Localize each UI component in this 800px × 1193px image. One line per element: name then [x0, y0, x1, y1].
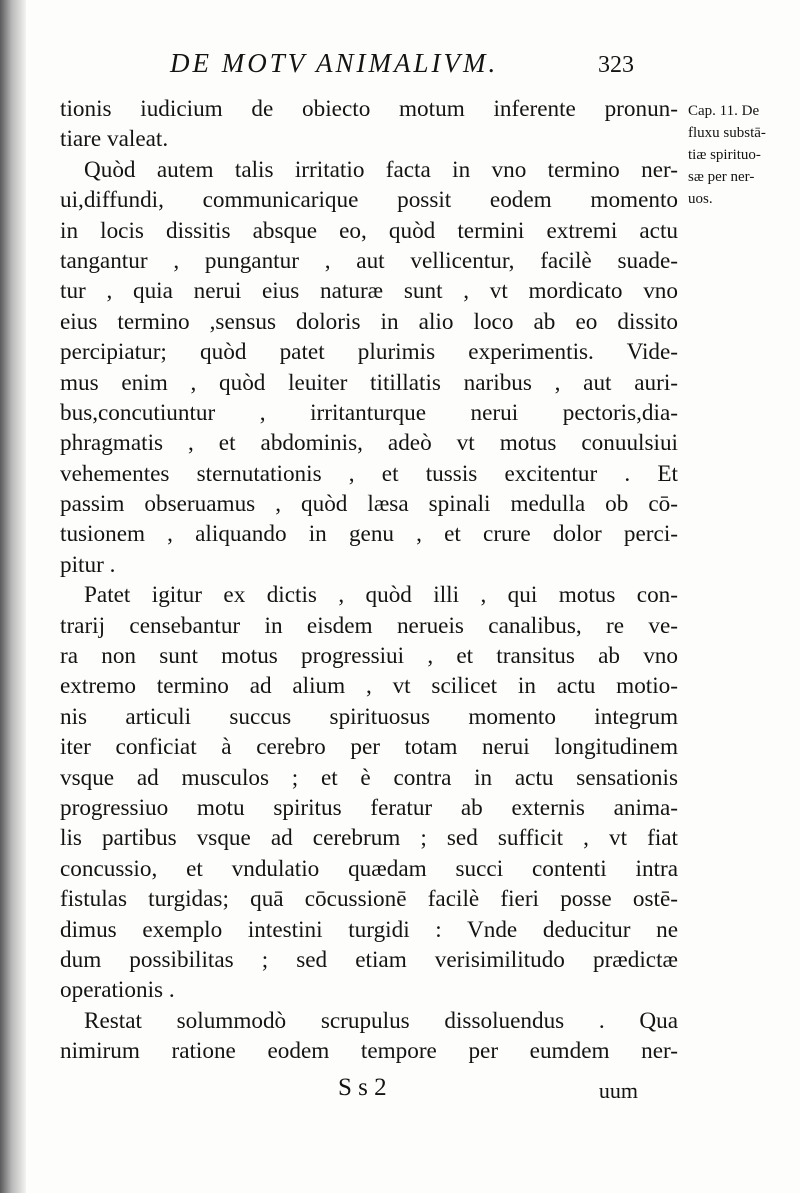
text-line: iter conficiat à cerebro per totam nerui longitudinem: [60, 734, 678, 761]
spine-shadow: [0, 0, 26, 1193]
text-line: Quòd autem talis irritatio facta in vno termino ner-: [84, 156, 678, 183]
text-line: concussio, et vndulatio quædam succi contenti intra: [60, 855, 678, 882]
body-text: [60, 94, 678, 1067]
text-line: ra non sunt motus progressiui , et transitus ab vno: [60, 643, 678, 670]
text-line: eius termino ,sensus doloris in alio loco ab eo dissito: [60, 308, 678, 335]
text-line: in locis dissitis absque eo, quòd termini extremi actu: [60, 217, 678, 244]
text-line: trarij censebantur in eisdem nerueis canalibus, re ve-: [60, 612, 678, 639]
text-line: pitur .: [60, 551, 116, 578]
text-line: phragmatis , et abdominis, adeò vt motus conuulsiui: [60, 430, 678, 457]
text-line: nis articuli succus spirituosus momento integrum: [60, 703, 678, 730]
marginal-note-line: fluxu substā-: [688, 125, 766, 141]
text-line: dum possibilitas ; sed etiam verisimilitudo prædictæ: [60, 946, 678, 973]
text-line: nimirum ratione eodem tempore per eumdem ner-: [60, 1038, 678, 1065]
text-line: passim obseruamus , quòd læsa spinali medulla ob cō-: [60, 491, 678, 518]
text-line: tur , quia nerui eius naturæ sunt , vt mordicato vno: [60, 278, 678, 305]
text-line: tiare valeat.: [60, 126, 169, 153]
text-line: operationis .: [60, 977, 175, 1004]
text-line: vsque ad musculos ; et è contra in actu sensationis: [60, 764, 678, 791]
marginal-note-line: tiæ spirituo-: [688, 147, 761, 163]
running-head: [150, 40, 670, 84]
marginal-note: [688, 100, 796, 210]
text-line: lis partibus vsque ad cerebrum ; sed sufficit , vt fiat: [60, 825, 678, 852]
marginal-note-line: uos.: [688, 191, 713, 207]
text-line: extremo termino ad alium , vt scilicet in actu motio-: [60, 673, 678, 700]
text-line: dimus exemplo intestini turgidi : Vnde deducitur ne: [60, 916, 678, 943]
text-line: Restat solummodò scrupulus dissoluendus . Qua: [84, 1007, 678, 1034]
text-line: progressiuo motu spiritus feratur ab externis anima-: [60, 794, 678, 821]
text-line: mus enim , quòd leuiter titillatis naribus , aut auri-: [60, 369, 678, 396]
text-line: ui,diffundi, communicarique possit eodem momento: [60, 187, 678, 214]
text-line: tangantur , pungantur , aut vellicentur, facilè suade-: [60, 247, 678, 274]
running-title: DE MOTV ANIMALIVM.: [170, 48, 499, 78]
catchword: uum: [598, 1078, 638, 1103]
text-line: bus,concutiuntur , irritanturque nerui pectoris,dia-: [60, 399, 678, 426]
text-line: tusionem , aliquando in genu , et crure dolor perci-: [60, 521, 678, 548]
signature-mark: S s 2: [338, 1074, 387, 1101]
page-footer: [60, 1074, 678, 1110]
marginal-note-line: sæ per ner-: [688, 169, 755, 185]
marginal-note-line: Cap. 11. De: [688, 103, 760, 119]
text-line: tionis iudicium de obiecto motum inferente pronun-: [60, 96, 678, 122]
text-line: Patet igitur ex dictis , quòd illi , qui motus con-: [84, 582, 678, 609]
page-number: 323: [598, 52, 634, 78]
text-line: fistulas turgidas; quā cōcussionē facilè fieri posse ostē-: [60, 886, 678, 913]
text-line: percipiatur; quòd patet plurimis experimentis. Vide-: [60, 339, 678, 366]
text-line: vehementes sternutationis , et tussis excitentur . Et: [60, 460, 678, 487]
